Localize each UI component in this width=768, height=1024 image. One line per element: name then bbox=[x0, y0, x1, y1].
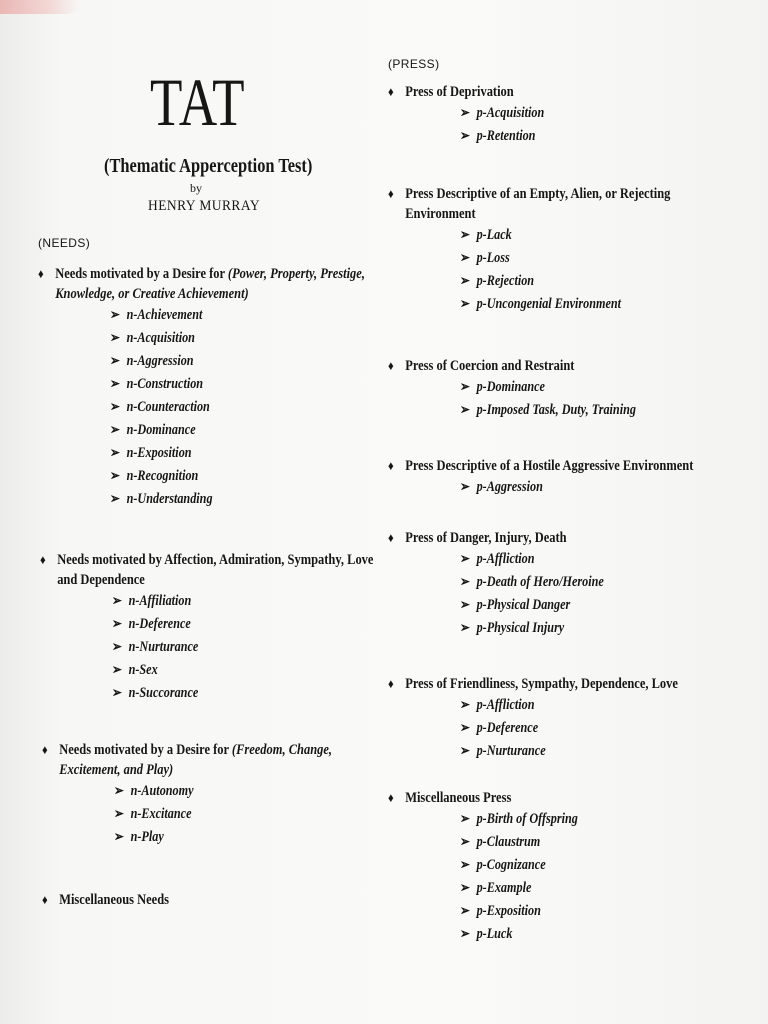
group-heading-continuation bbox=[42, 760, 332, 780]
item-list bbox=[460, 376, 669, 422]
list-item bbox=[460, 571, 604, 594]
arrow-bullet-icon: ➢ bbox=[110, 377, 120, 392]
list-item-text: p-Rejection bbox=[476, 273, 535, 289]
arrow-bullet-icon: ➢ bbox=[460, 598, 470, 613]
group-heading-continuation bbox=[38, 284, 365, 304]
list-item-text: p-Lack bbox=[476, 227, 512, 243]
list-item-text: p-Loss bbox=[476, 250, 510, 266]
list-item bbox=[114, 826, 337, 849]
diamond-bullet-icon: ♦ bbox=[42, 742, 48, 757]
by-line: by bbox=[190, 181, 202, 195]
list-item bbox=[460, 617, 604, 640]
group-heading-text: Needs motivated by Affection, Admiration, Sympathy, Love bbox=[57, 552, 374, 568]
group-heading-text: Needs motivated by a Desire for bbox=[55, 266, 228, 282]
item-list bbox=[112, 590, 428, 705]
arrow-bullet-icon: ➢ bbox=[114, 784, 124, 799]
list-item-text: n-Affiliation bbox=[128, 593, 192, 609]
list-item-text: p-Uncongenial Environment bbox=[476, 296, 622, 312]
arrow-bullet-icon: ➢ bbox=[110, 354, 120, 369]
list-item bbox=[460, 125, 544, 148]
list-item-text: p-Nurturance bbox=[476, 743, 546, 759]
group-heading bbox=[388, 82, 536, 102]
diamond-bullet-icon: ♦ bbox=[388, 790, 394, 805]
list-item bbox=[460, 923, 578, 946]
list-item-text: p-Physical Injury bbox=[476, 620, 565, 636]
list-item bbox=[460, 854, 578, 877]
diamond-bullet-icon: ♦ bbox=[388, 358, 394, 373]
arrow-bullet-icon: ➢ bbox=[114, 830, 124, 845]
list-item bbox=[460, 740, 683, 763]
list-item bbox=[460, 831, 578, 854]
arrow-bullet-icon: ➢ bbox=[460, 106, 470, 121]
arrow-bullet-icon: ➢ bbox=[460, 721, 470, 736]
arrow-bullet-icon: ➢ bbox=[460, 812, 470, 827]
group-heading bbox=[388, 184, 670, 204]
list-item-text: p-Affliction bbox=[476, 697, 535, 713]
list-item bbox=[460, 247, 675, 270]
list-item-text: p-Claustrum bbox=[476, 834, 541, 850]
arrow-bullet-icon: ➢ bbox=[110, 492, 120, 507]
needs-section-label: (NEEDS) bbox=[38, 236, 91, 250]
diamond-bullet-icon: ♦ bbox=[388, 186, 394, 201]
group-heading-text: Press Descriptive of an Empty, Alien, or Rejecting bbox=[405, 186, 671, 202]
arrow-bullet-icon: ➢ bbox=[460, 552, 470, 567]
arrow-bullet-icon: ➢ bbox=[460, 835, 470, 850]
item-list bbox=[460, 694, 725, 763]
list-item-text: p-Acquisition bbox=[476, 105, 545, 121]
list-item-text: n-Aggression bbox=[126, 353, 194, 369]
group-heading bbox=[40, 550, 373, 570]
list-item-text: n-Nurturance bbox=[128, 639, 199, 655]
list-item bbox=[460, 594, 604, 617]
list-item bbox=[460, 900, 578, 923]
list-item-text: p-Example bbox=[476, 880, 532, 896]
list-item bbox=[460, 376, 636, 399]
arrow-bullet-icon: ➢ bbox=[460, 621, 470, 636]
list-item bbox=[112, 613, 377, 636]
group-heading-continuation bbox=[388, 204, 670, 224]
list-item-text: p-Dominance bbox=[476, 379, 545, 395]
list-item-text: n-Understanding bbox=[126, 491, 213, 507]
arrow-bullet-icon: ➢ bbox=[110, 400, 120, 415]
group-heading-text: Press Descriptive of a Hostile Aggressive Environment bbox=[405, 458, 694, 474]
arrow-bullet-icon: ➢ bbox=[460, 881, 470, 896]
item-list bbox=[114, 780, 379, 849]
list-item-text: p-Retention bbox=[476, 128, 536, 144]
list-item bbox=[460, 399, 636, 422]
finger-smudge bbox=[0, 0, 80, 14]
group-heading-line2: Environment bbox=[405, 206, 476, 222]
document-subtitle: (Thematic Apperception Test) bbox=[104, 155, 313, 177]
list-item bbox=[110, 419, 369, 442]
arrow-bullet-icon: ➢ bbox=[110, 469, 120, 484]
group-heading-text: Press of Danger, Injury, Death bbox=[405, 530, 567, 546]
list-item bbox=[110, 304, 369, 327]
arrow-bullet-icon: ➢ bbox=[460, 251, 470, 266]
needs-group bbox=[42, 890, 190, 910]
list-item bbox=[112, 682, 377, 705]
list-item bbox=[112, 590, 377, 613]
list-item bbox=[110, 488, 369, 511]
list-item-text: n-Play bbox=[130, 829, 164, 845]
press-group bbox=[388, 674, 725, 763]
arrow-bullet-icon: ➢ bbox=[110, 446, 120, 461]
list-item bbox=[460, 877, 578, 900]
list-item bbox=[460, 476, 698, 499]
list-item bbox=[460, 270, 675, 293]
group-heading-text: Miscellaneous Needs bbox=[59, 892, 169, 908]
item-list bbox=[110, 304, 418, 511]
group-heading-text: Press of Deprivation bbox=[405, 84, 514, 100]
arrow-bullet-icon: ➢ bbox=[460, 927, 470, 942]
press-group bbox=[388, 82, 560, 148]
arrow-bullet-icon: ➢ bbox=[460, 904, 470, 919]
list-item-text: n-Construction bbox=[126, 376, 204, 392]
list-item-text: p-Cognizance bbox=[476, 857, 546, 873]
group-heading-line2: Excitement, and Play) bbox=[59, 762, 174, 778]
list-item-text: n-Succorance bbox=[128, 685, 199, 701]
group-heading bbox=[388, 528, 597, 548]
group-heading bbox=[388, 788, 571, 808]
list-item-text: p-Imposed Task, Duty, Training bbox=[476, 402, 636, 418]
list-item bbox=[114, 803, 337, 826]
list-item-text: n-Counteraction bbox=[126, 399, 210, 415]
group-heading bbox=[42, 890, 169, 910]
group-heading bbox=[38, 264, 365, 284]
list-item-text: n-Acquisition bbox=[126, 330, 195, 346]
list-item bbox=[460, 548, 604, 571]
needs-group bbox=[38, 264, 418, 511]
list-item bbox=[110, 373, 369, 396]
needs-group bbox=[40, 550, 428, 705]
group-heading bbox=[388, 456, 693, 476]
list-item-text: n-Dominance bbox=[126, 422, 196, 438]
arrow-bullet-icon: ➢ bbox=[460, 480, 470, 495]
arrow-bullet-icon: ➢ bbox=[460, 698, 470, 713]
group-heading-text: Miscellaneous Press bbox=[405, 790, 512, 806]
list-item bbox=[460, 102, 544, 125]
group-heading-line2: Knowledge, or Creative Achievement) bbox=[55, 286, 249, 302]
item-list bbox=[460, 476, 743, 499]
arrow-bullet-icon: ➢ bbox=[110, 331, 120, 346]
author-name: HENRY MURRAY bbox=[148, 198, 261, 214]
arrow-bullet-icon: ➢ bbox=[460, 858, 470, 873]
list-item-text: n-Exposition bbox=[126, 445, 192, 461]
press-group bbox=[388, 184, 716, 316]
arrow-bullet-icon: ➢ bbox=[460, 274, 470, 289]
group-heading-text: Press of Coercion and Restraint bbox=[405, 358, 575, 374]
diamond-bullet-icon: ♦ bbox=[388, 530, 394, 545]
arrow-bullet-icon: ➢ bbox=[112, 663, 122, 678]
list-item-text: n-Sex bbox=[128, 662, 158, 678]
list-item-text: p-Exposition bbox=[476, 903, 541, 919]
arrow-bullet-icon: ➢ bbox=[110, 423, 120, 438]
press-group bbox=[388, 456, 743, 499]
group-heading-text: Press of Friendliness, Sympathy, Dependence, Love bbox=[405, 676, 678, 692]
diamond-bullet-icon: ♦ bbox=[388, 458, 394, 473]
arrow-bullet-icon: ➢ bbox=[460, 403, 470, 418]
arrow-bullet-icon: ➢ bbox=[112, 594, 122, 609]
list-item bbox=[110, 465, 369, 488]
diamond-bullet-icon: ♦ bbox=[40, 552, 46, 567]
document-title: TAT bbox=[150, 64, 246, 140]
group-heading-continuation bbox=[40, 570, 373, 590]
arrow-bullet-icon: ➢ bbox=[460, 297, 470, 312]
list-item bbox=[112, 659, 377, 682]
list-item-text: p-Aggression bbox=[476, 479, 543, 495]
list-item-text: p-Affliction bbox=[476, 551, 535, 567]
list-item-text: p-Birth of Offspring bbox=[476, 811, 578, 827]
press-group bbox=[388, 356, 669, 422]
press-section-label: (PRESS) bbox=[388, 57, 440, 71]
item-list bbox=[460, 548, 631, 640]
arrow-bullet-icon: ➢ bbox=[112, 640, 122, 655]
list-item bbox=[110, 442, 369, 465]
list-item bbox=[110, 327, 369, 350]
list-item bbox=[460, 808, 578, 831]
list-item bbox=[110, 396, 369, 419]
list-item-text: p-Luck bbox=[476, 926, 513, 942]
arrow-bullet-icon: ➢ bbox=[460, 744, 470, 759]
group-heading-text: Needs motivated by a Desire for bbox=[59, 742, 232, 758]
list-item-text: n-Excitance bbox=[130, 806, 192, 822]
list-item-text: p-Deference bbox=[476, 720, 539, 736]
arrow-bullet-icon: ➢ bbox=[114, 807, 124, 822]
list-item-text: n-Recognition bbox=[126, 468, 199, 484]
arrow-bullet-icon: ➢ bbox=[460, 380, 470, 395]
list-item-text: n-Achievement bbox=[126, 307, 203, 323]
group-heading-line2: and Dependence bbox=[57, 572, 145, 588]
group-heading bbox=[388, 674, 678, 694]
arrow-bullet-icon: ➢ bbox=[110, 308, 120, 323]
diamond-bullet-icon: ♦ bbox=[42, 892, 48, 907]
list-item bbox=[110, 350, 369, 373]
arrow-bullet-icon: ➢ bbox=[112, 686, 122, 701]
press-group bbox=[388, 788, 600, 946]
list-item bbox=[460, 224, 675, 247]
list-item bbox=[112, 636, 377, 659]
list-item bbox=[460, 717, 683, 740]
group-heading bbox=[388, 356, 630, 376]
group-heading-italic: (Freedom, Change, bbox=[231, 742, 333, 758]
diamond-bullet-icon: ♦ bbox=[388, 84, 394, 99]
arrow-bullet-icon: ➢ bbox=[112, 617, 122, 632]
arrow-bullet-icon: ➢ bbox=[460, 575, 470, 590]
list-item-text: p-Death of Hero/Heroine bbox=[476, 574, 604, 590]
press-group bbox=[388, 528, 631, 640]
list-item-text: n-Deference bbox=[128, 616, 191, 632]
diamond-bullet-icon: ♦ bbox=[388, 676, 394, 691]
diamond-bullet-icon: ♦ bbox=[38, 266, 44, 281]
item-list bbox=[460, 102, 560, 148]
group-heading-italic: (Power, Property, Prestige, bbox=[227, 266, 365, 282]
list-item-text: p-Physical Danger bbox=[476, 597, 571, 613]
list-item bbox=[460, 694, 683, 717]
arrow-bullet-icon: ➢ bbox=[460, 228, 470, 243]
group-heading bbox=[42, 740, 332, 760]
item-list bbox=[460, 808, 600, 946]
list-item-text: n-Autonomy bbox=[130, 783, 194, 799]
list-item bbox=[460, 293, 675, 316]
list-item bbox=[114, 780, 337, 803]
item-list bbox=[460, 224, 716, 316]
arrow-bullet-icon: ➢ bbox=[460, 129, 470, 144]
needs-group bbox=[42, 740, 379, 849]
